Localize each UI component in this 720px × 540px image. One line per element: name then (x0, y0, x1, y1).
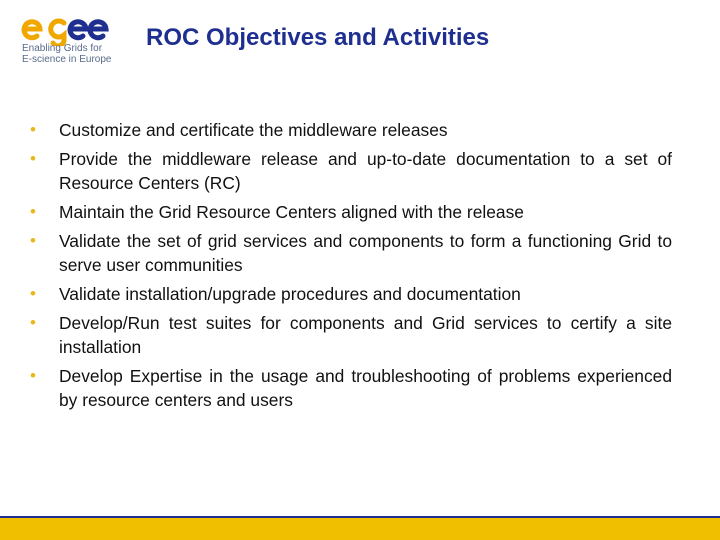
objectives-list (30, 118, 672, 417)
list-item: • Validate the set of grid services and components to form a functioning Grid to serve user communities (30, 229, 672, 277)
tagline-line-2: E-science in Europe (22, 54, 112, 65)
list-item: • Maintain the Grid Resource Centers aligned with the release (30, 200, 672, 224)
tagline-line-1: Enabling Grids for (22, 43, 103, 54)
egee-logo (18, 10, 118, 70)
list-item: • Develop Expertise in the usage and troubleshooting of problems experienced by resource centers and users (30, 364, 672, 412)
page-title: ROC Objectives and Activities (146, 24, 490, 51)
list-item: • Validate installation/upgrade procedures and documentation (30, 282, 672, 306)
list-item: • Provide the middleware release and up-to-date documentation to a set of Resource Centers (RC) (30, 147, 672, 195)
list-item: • Customize and certificate the middleware releases (30, 118, 672, 142)
footer-bar (0, 518, 720, 540)
egee-logo-mark (20, 12, 110, 46)
list-item: • Develop/Run test suites for components and Grid services to certify a site installation (30, 311, 672, 359)
logo-tagline (22, 43, 112, 65)
